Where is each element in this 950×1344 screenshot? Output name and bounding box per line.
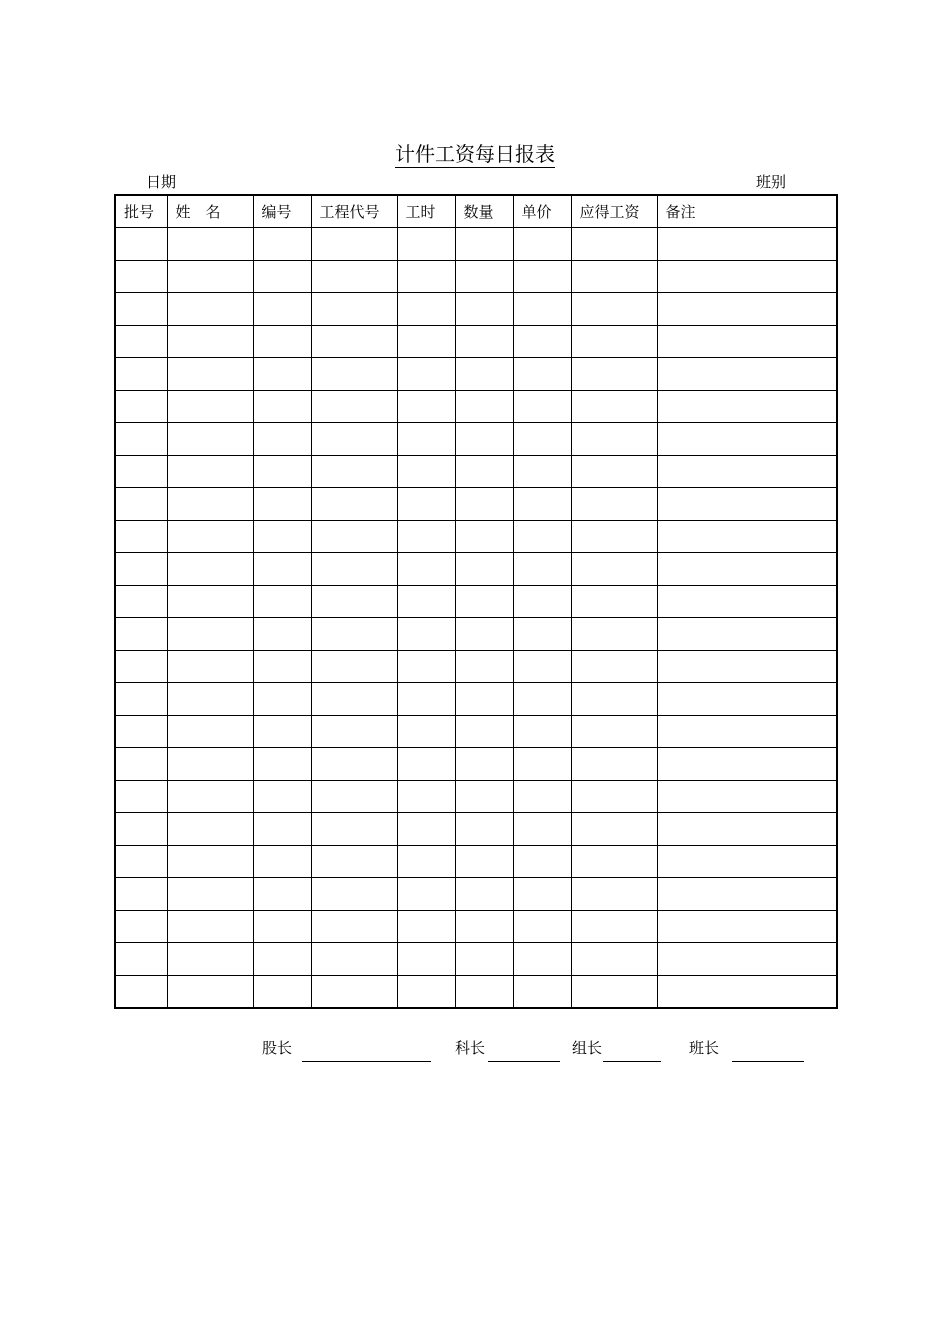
table-cell[interactable] [571,748,657,781]
table-cell[interactable] [455,618,513,651]
table-row [115,325,837,358]
table-cell[interactable] [311,715,397,748]
table-cell[interactable] [397,390,455,423]
department-chief-label: 科长 [455,1039,486,1057]
table-cell[interactable] [115,618,167,651]
table-row [115,520,837,553]
table-cell[interactable] [657,228,837,261]
table-cell[interactable] [571,943,657,976]
table-cell[interactable] [657,748,837,781]
table-cell[interactable] [657,845,837,878]
table-header-row [115,195,837,228]
table-row [115,683,837,716]
table-cell[interactable] [115,813,167,846]
table-cell[interactable] [513,975,571,1008]
table-cell[interactable] [311,618,397,651]
table-cell[interactable] [513,293,571,326]
table-cell[interactable] [167,325,253,358]
table-cell[interactable] [253,260,311,293]
table-cell[interactable] [253,423,311,456]
table-cell[interactable] [311,780,397,813]
table-cell[interactable] [253,780,311,813]
table-cell[interactable] [311,325,397,358]
table-cell[interactable] [657,260,837,293]
table-row [115,293,837,326]
table-row [115,715,837,748]
table-cell[interactable] [253,715,311,748]
table-cell[interactable] [455,845,513,878]
table-cell[interactable] [397,553,455,586]
table-cell[interactable] [115,488,167,521]
table-cell[interactable] [455,325,513,358]
column-header-hours: 工时 [397,195,455,228]
table-cell[interactable] [311,878,397,911]
table-cell[interactable] [455,553,513,586]
table-cell[interactable] [455,585,513,618]
table-cell[interactable] [513,845,571,878]
table-cell[interactable] [571,813,657,846]
table-row [115,455,837,488]
table-cell[interactable] [253,813,311,846]
table-cell[interactable] [167,488,253,521]
table-cell[interactable] [571,325,657,358]
table-cell[interactable] [253,455,311,488]
table-cell[interactable] [311,975,397,1008]
table-cell[interactable] [167,780,253,813]
table-cell[interactable] [571,683,657,716]
table-cell[interactable] [455,910,513,943]
section-chief-signature-line[interactable] [302,1061,431,1062]
table-cell[interactable] [397,260,455,293]
table-cell[interactable] [115,260,167,293]
table-cell[interactable] [455,715,513,748]
table-cell[interactable] [455,390,513,423]
table-cell[interactable] [115,585,167,618]
table-cell[interactable] [115,325,167,358]
table-cell[interactable] [513,748,571,781]
table-cell[interactable] [397,910,455,943]
table-cell[interactable] [167,618,253,651]
table-cell[interactable] [397,878,455,911]
column-header-wage-due: 应得工资 [571,195,657,228]
table-cell[interactable] [571,780,657,813]
table-cell[interactable] [115,228,167,261]
table-cell[interactable] [455,813,513,846]
column-header-name: 姓 名 [167,195,253,228]
table-row [115,975,837,1008]
table-cell[interactable] [513,780,571,813]
table-cell[interactable] [455,358,513,391]
table-cell[interactable] [455,228,513,261]
table-cell[interactable] [397,780,455,813]
table-cell[interactable] [253,293,311,326]
table-cell[interactable] [167,358,253,391]
table-cell[interactable] [571,358,657,391]
table-cell[interactable] [657,390,837,423]
table-cell[interactable] [253,910,311,943]
table-cell[interactable] [657,813,837,846]
table-cell[interactable] [115,520,167,553]
table-cell[interactable] [397,943,455,976]
table-cell[interactable] [397,520,455,553]
table-cell[interactable] [115,423,167,456]
table-cell[interactable] [115,943,167,976]
table-cell[interactable] [397,845,455,878]
table-cell[interactable] [167,260,253,293]
table-cell[interactable] [657,585,837,618]
table-body [115,228,837,1008]
table-cell[interactable] [253,618,311,651]
table-cell[interactable] [455,748,513,781]
table-cell[interactable] [455,650,513,683]
table-cell[interactable] [571,553,657,586]
table-cell[interactable] [513,260,571,293]
table-cell[interactable] [571,390,657,423]
table-cell[interactable] [571,423,657,456]
table-cell[interactable] [397,423,455,456]
table-cell[interactable] [253,878,311,911]
table-cell[interactable] [397,358,455,391]
table-cell[interactable] [167,228,253,261]
column-header-unit-price: 单价 [513,195,571,228]
table-cell[interactable] [167,585,253,618]
table-cell[interactable] [167,975,253,1008]
table-cell[interactable] [167,423,253,456]
table-cell[interactable] [513,455,571,488]
table-cell[interactable] [513,878,571,911]
table-cell[interactable] [311,423,397,456]
table-cell[interactable] [657,293,837,326]
table-cell[interactable] [657,423,837,456]
table-cell[interactable] [311,845,397,878]
date-label: 日期 [146,173,177,191]
table-cell[interactable] [311,390,397,423]
table-cell[interactable] [513,358,571,391]
table-cell[interactable] [115,650,167,683]
table-cell[interactable] [513,650,571,683]
table-cell[interactable] [115,683,167,716]
table-cell[interactable] [657,878,837,911]
table-cell[interactable] [455,878,513,911]
table-cell[interactable] [397,650,455,683]
team-leader-signature-line[interactable] [732,1061,804,1062]
table-cell[interactable] [253,975,311,1008]
table-row [115,910,837,943]
table-cell[interactable] [397,715,455,748]
table-cell[interactable] [311,260,397,293]
table-cell[interactable] [657,650,837,683]
table-cell[interactable] [513,423,571,456]
table-cell[interactable] [167,390,253,423]
table-cell[interactable] [167,748,253,781]
table-row [115,943,837,976]
table-cell[interactable] [311,358,397,391]
table-cell[interactable] [571,910,657,943]
table-row [115,358,837,391]
table-cell[interactable] [571,715,657,748]
table-cell[interactable] [397,813,455,846]
table-cell[interactable] [311,228,397,261]
table-cell[interactable] [167,943,253,976]
table-cell[interactable] [657,488,837,521]
table-cell[interactable] [657,943,837,976]
table-cell[interactable] [253,390,311,423]
table-cell[interactable] [397,455,455,488]
table-cell[interactable] [311,943,397,976]
table-cell[interactable] [513,228,571,261]
table-cell[interactable] [657,780,837,813]
table-cell[interactable] [513,325,571,358]
table-cell[interactable] [253,553,311,586]
table-cell[interactable] [513,520,571,553]
table-row [115,585,837,618]
table-cell[interactable] [115,715,167,748]
table-cell[interactable] [513,585,571,618]
table-cell[interactable] [657,975,837,1008]
table-cell[interactable] [311,910,397,943]
table-cell[interactable] [571,975,657,1008]
group-leader-label: 组长 [572,1039,603,1057]
table-cell[interactable] [311,650,397,683]
table-row [115,878,837,911]
table-cell[interactable] [253,488,311,521]
table-cell[interactable] [115,878,167,911]
table-cell[interactable] [253,683,311,716]
team-leader-label: 班长 [689,1039,720,1057]
table-cell[interactable] [115,455,167,488]
table-row [115,618,837,651]
table-row [115,488,837,521]
table-cell[interactable] [571,618,657,651]
column-header-process-code: 工程代号 [311,195,397,228]
table-row [115,650,837,683]
wage-report-table [114,194,838,1009]
table-cell[interactable] [253,228,311,261]
table-cell[interactable] [513,390,571,423]
table-cell[interactable] [513,488,571,521]
table-cell[interactable] [455,943,513,976]
column-header-remarks: 备注 [657,195,837,228]
table-cell[interactable] [397,228,455,261]
table-cell[interactable] [513,715,571,748]
table-cell[interactable] [253,585,311,618]
table-cell[interactable] [167,715,253,748]
table-cell[interactable] [455,975,513,1008]
table-row [115,228,837,261]
table-row [115,260,837,293]
table-cell[interactable] [167,455,253,488]
table-cell[interactable] [571,878,657,911]
table-cell[interactable] [657,520,837,553]
table-cell[interactable] [167,910,253,943]
table-cell[interactable] [571,845,657,878]
table-cell[interactable] [397,683,455,716]
table-row [115,423,837,456]
table-cell[interactable] [657,553,837,586]
table-cell[interactable] [571,585,657,618]
group-leader-signature-line[interactable] [603,1061,661,1062]
table-cell[interactable] [397,618,455,651]
table-cell[interactable] [311,683,397,716]
table-cell[interactable] [115,390,167,423]
table-cell[interactable] [657,455,837,488]
table-cell[interactable] [657,715,837,748]
table-cell[interactable] [253,943,311,976]
table-cell[interactable] [115,553,167,586]
table-cell[interactable] [167,553,253,586]
table-cell[interactable] [455,260,513,293]
table-cell[interactable] [657,358,837,391]
page-title-text: 计件工资每日报表 [395,142,555,166]
table-cell[interactable] [167,650,253,683]
table-cell[interactable] [311,520,397,553]
table-cell[interactable] [311,813,397,846]
table-cell[interactable] [253,520,311,553]
table-row [115,748,837,781]
table-cell[interactable] [167,520,253,553]
table-cell[interactable] [571,650,657,683]
table-cell[interactable] [253,358,311,391]
table-cell[interactable] [397,325,455,358]
table-row [115,845,837,878]
table-cell[interactable] [571,293,657,326]
table-cell[interactable] [657,910,837,943]
table-cell[interactable] [311,488,397,521]
table-cell[interactable] [167,683,253,716]
table-cell[interactable] [571,455,657,488]
department-chief-signature-line[interactable] [488,1061,560,1062]
table-cell[interactable] [397,585,455,618]
table-cell[interactable] [311,455,397,488]
table-cell[interactable] [513,553,571,586]
table-cell[interactable] [513,618,571,651]
table-cell[interactable] [115,358,167,391]
table-cell[interactable] [311,585,397,618]
table-row [115,780,837,813]
table-cell[interactable] [167,845,253,878]
table-cell[interactable] [455,520,513,553]
table-cell[interactable] [397,748,455,781]
table-cell[interactable] [311,748,397,781]
table-cell[interactable] [513,813,571,846]
table-cell[interactable] [253,748,311,781]
table-cell[interactable] [571,520,657,553]
table-cell[interactable] [115,780,167,813]
table-cell[interactable] [657,683,837,716]
table-cell[interactable] [167,878,253,911]
table-cell[interactable] [455,293,513,326]
table-cell[interactable] [311,293,397,326]
table-cell[interactable] [253,325,311,358]
table-cell[interactable] [115,910,167,943]
page-title [0,140,950,168]
table-cell[interactable] [657,618,837,651]
table-cell[interactable] [513,943,571,976]
table-cell[interactable] [571,228,657,261]
table-cell[interactable] [253,650,311,683]
table-cell[interactable] [657,325,837,358]
table-cell[interactable] [115,845,167,878]
shift-label: 班别 [756,173,787,191]
table-cell[interactable] [455,423,513,456]
column-header-id: 编号 [253,195,311,228]
table-cell[interactable] [455,780,513,813]
section-chief-label: 股长 [262,1039,293,1057]
table-cell[interactable] [455,683,513,716]
table-cell[interactable] [397,488,455,521]
table-cell[interactable] [513,910,571,943]
table-cell[interactable] [455,455,513,488]
table-cell[interactable] [571,488,657,521]
table-cell[interactable] [253,845,311,878]
table-cell[interactable] [455,488,513,521]
table-row [115,813,837,846]
table-cell[interactable] [311,553,397,586]
table-cell[interactable] [571,260,657,293]
column-header-batch: 批号 [115,195,167,228]
table-cell[interactable] [115,975,167,1008]
table-cell[interactable] [115,293,167,326]
table-cell[interactable] [397,975,455,1008]
table-row [115,553,837,586]
column-header-quantity: 数量 [455,195,513,228]
table-row [115,390,837,423]
table-cell[interactable] [167,813,253,846]
table-cell[interactable] [115,748,167,781]
table-cell[interactable] [167,293,253,326]
table-cell[interactable] [397,293,455,326]
table-cell[interactable] [513,683,571,716]
